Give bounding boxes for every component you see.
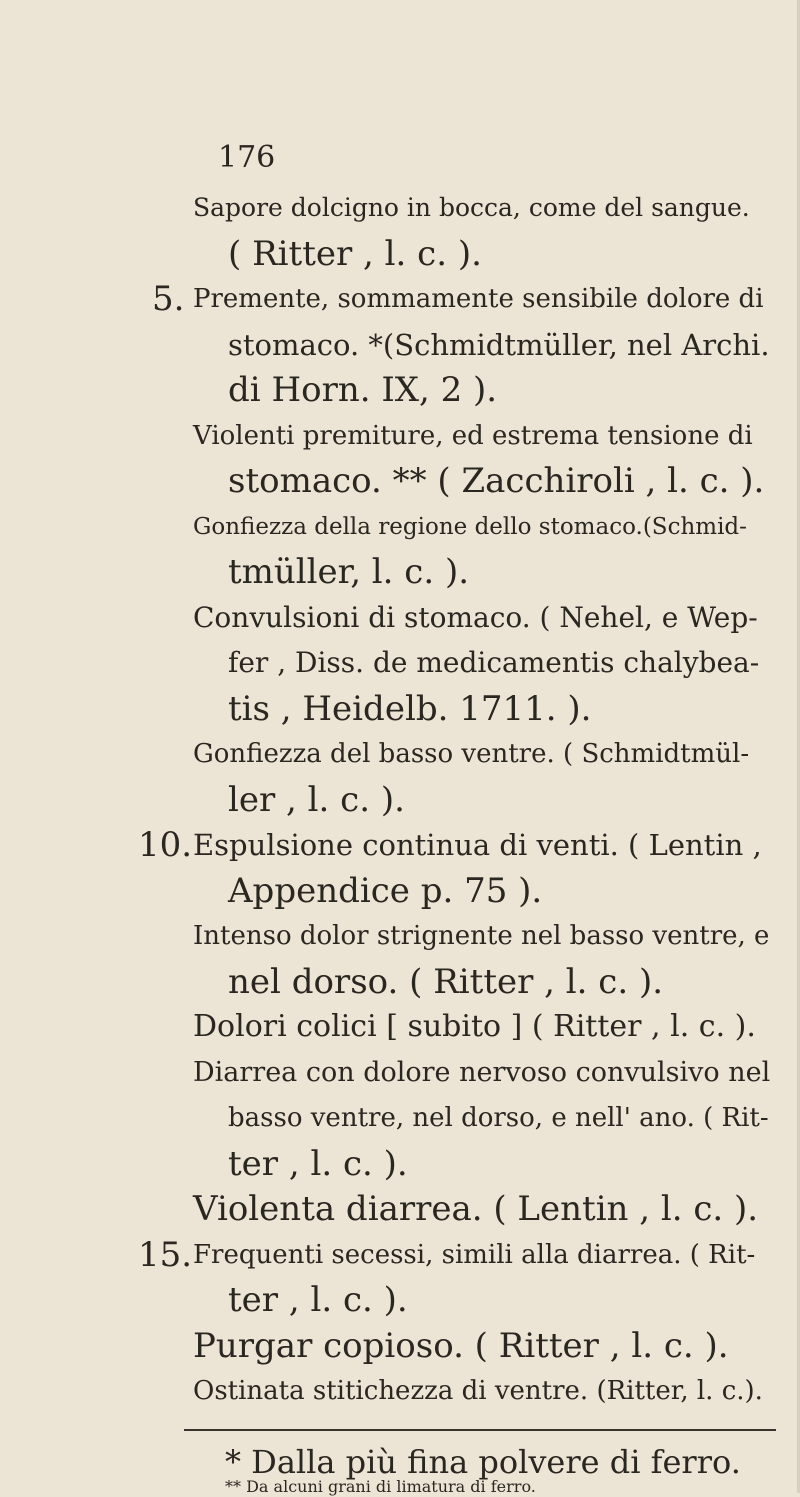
text-line: Gonfiezza della regione dello stomaco.(Schmid- (193, 514, 747, 540)
entry-number: 15. (138, 1235, 193, 1275)
text-line: ( Ritter , l. c. ). (228, 234, 482, 274)
text-line: Ostinata stitichezza di ventre. (Ritter, l. c.). (193, 1376, 763, 1406)
text-line: Violenta diarrea. ( Lentin , l. c. ). (193, 1189, 759, 1229)
text-line: fer , Diss. de medicamentis chalybea- (228, 646, 760, 679)
footnote: ** Da alcuni grani di limatura di ferro. (225, 1477, 536, 1496)
text-line: Appendice p. 75 ). (228, 871, 543, 911)
text-line: Convulsioni di stomaco. ( Nehel, e Wep- (193, 601, 758, 634)
text-line: tis , Heidelb. 1711. ). (228, 689, 592, 729)
text-line: Sapore dolcigno in bocca, come del sangue. (193, 193, 750, 222)
text-line: stomaco. ** ( Zacchiroli , l. c. ). (228, 461, 765, 501)
entry-number: 5. (152, 279, 185, 319)
text-line: Violenti premiture, ed estrema tensione di (193, 421, 753, 451)
text-line: Frequenti secessi, simili alla diarrea. ( Rit- (193, 1240, 756, 1270)
page-number: 176 (218, 140, 276, 175)
text-line: Intenso dolor strignente nel basso ventre, e (193, 921, 770, 951)
footnote: * Dalla più fina polvere di ferro. (225, 1443, 741, 1481)
text-line: nel dorso. ( Ritter , l. c. ). (228, 962, 664, 1002)
text-line: ler , l. c. ). (228, 780, 405, 820)
text-line: Purgar copioso. ( Ritter , l. c. ). (193, 1326, 729, 1366)
text-line: ter , l. c. ). (228, 1280, 408, 1320)
text-line: di Horn. IX, 2 ). (228, 370, 498, 410)
text-line: Espulsione continua di venti. ( Lentin , (193, 828, 762, 862)
text-line: Premente, sommamente sensibile dolore di (193, 284, 764, 314)
text-line: Diarrea con dolore nervoso convulsivo nel (193, 1057, 771, 1088)
text-line: ter , l. c. ). (228, 1144, 408, 1184)
entry-number: 10. (138, 825, 193, 865)
footnote-divider (184, 1429, 776, 1431)
text-line: stomaco. *(Schmidtmüller, nel Archi. (228, 328, 770, 362)
text-line: Dolori colici [ subito ] ( Ritter , l. c. ). (193, 1009, 756, 1044)
text-line: basso ventre, nel dorso, e nell' ano. ( Rit- (228, 1103, 769, 1133)
text-line: Gonfiezza del basso ventre. ( Schmidtmül- (193, 739, 750, 769)
text-line: tmüller, l. c. ). (228, 552, 470, 592)
